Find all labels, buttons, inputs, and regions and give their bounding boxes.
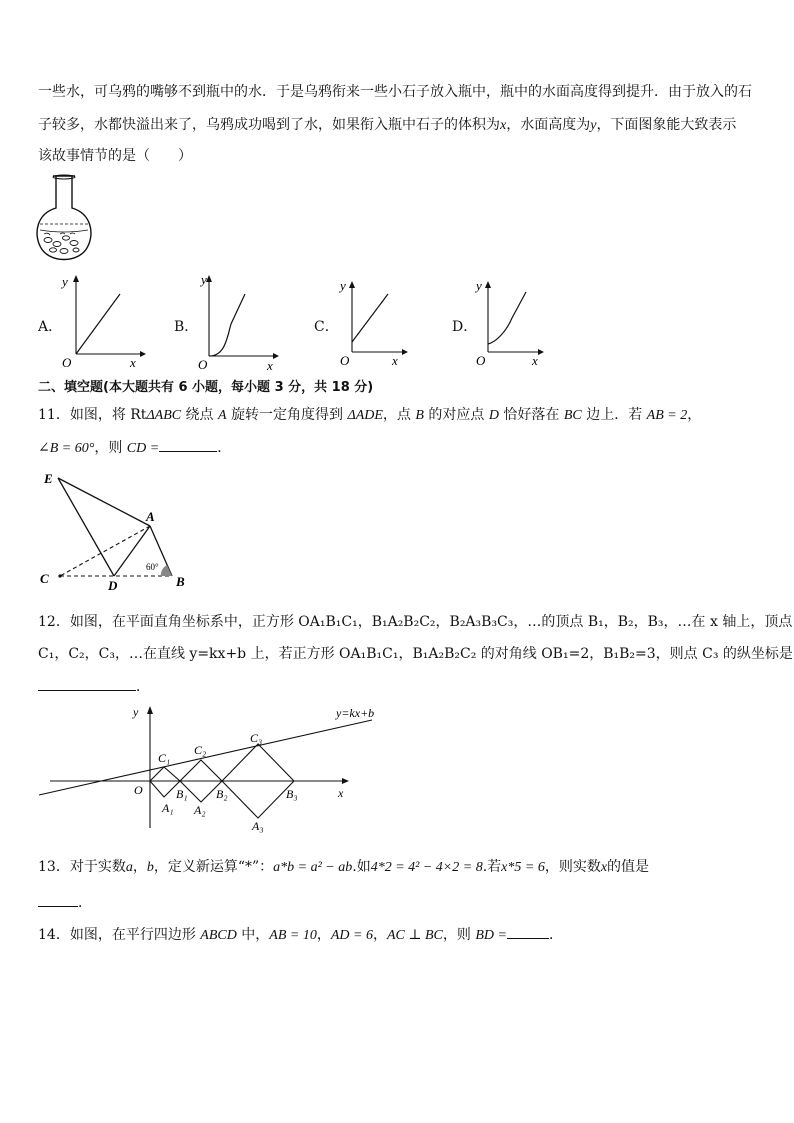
q12-line-2: C₁，C₂，C₃，…在直线 y=kx+b 上，若正方形 OA₁B₁C₁，B₁A₂B₂C₂ 的对角线 OB₁=2，B₁B₂=3，则点 C₃ 的纵坐标是 xyxy=(38,646,793,662)
q12-line-label: y=kx+b xyxy=(336,706,375,720)
q12-b2: B₂ xyxy=(216,787,228,801)
q12-a2: A₂ xyxy=(194,803,206,817)
option-c-origin: O xyxy=(340,353,350,368)
q12-c3: C₃ xyxy=(250,731,263,745)
q12-a1: A₁ xyxy=(162,801,174,815)
option-d-origin: O xyxy=(476,353,486,368)
q14-line: 14．如图，在平行四边形 ABCD 中，AB = 10，AD = 6，AC ⊥ BC，则 BD = ． xyxy=(38,924,563,946)
q12-line-3: ． xyxy=(38,676,150,697)
option-c-x-label: x xyxy=(392,353,398,368)
q13-answer-blank[interactable] xyxy=(38,892,78,907)
q11-answer-blank[interactable] xyxy=(159,437,217,452)
option-c-y-label: y xyxy=(340,278,346,293)
option-a-origin: O xyxy=(62,355,72,370)
q12-c2: C₂ xyxy=(194,743,207,757)
option-b-label: B． xyxy=(174,319,199,335)
q12-y-label: y xyxy=(133,705,139,719)
section-2-heading: 二、填空题(本大题共有 6 小题，每小题 3 分，共 18 分) xyxy=(38,380,374,395)
q12-line-1: 12．如图，在平面直角坐标系中，正方形 OA₁B₁C₁，B₁A₂B₂C₂，B₂A₃B₃C₃，…的顶点 B₁，B₂，B₃，…在 x 轴上，顶点 xyxy=(38,614,793,630)
q12-answer-blank[interactable] xyxy=(38,676,136,691)
q14-answer-blank[interactable] xyxy=(507,924,549,939)
q10-line-1: 一些水，可乌鸦的嘴够不到瓶中的水．于是乌鸦衔来一些小石子放入瓶中，瓶中的水面高度得到提升．由于放入的石 xyxy=(38,84,752,100)
q11-angle-label: 60° xyxy=(146,562,159,572)
option-a-label: A． xyxy=(38,319,63,335)
q11-label-d: D xyxy=(108,578,118,593)
option-a-x-label: x xyxy=(130,355,136,370)
q10-line-3: 该故事情节的是（ ） xyxy=(38,148,192,164)
q10-line-2: 子较多，水都快溢出来了，乌鸦成功喝到了水，如果衔入瓶中石子的体积为x，水面高度为y，下面图象能大致表示 xyxy=(38,117,737,133)
option-a-y-label: y xyxy=(62,274,68,289)
option-d-label: D． xyxy=(452,319,478,335)
option-b-graph xyxy=(197,272,281,373)
q12-x-label: x xyxy=(338,786,344,800)
q13-line-1: 13．对于实数a，b，定义新运算“*”：a*b = a² − ab.如4*2 = 4² − 4×2 = 8.若x*5 = 6，则实数x的值是 xyxy=(38,859,650,875)
q11-line-2: ∠B = 60°，则 CD = ． xyxy=(38,437,231,459)
q11-line-1: 11．如图，将 RtΔABC 绕点 A 旋转一定角度得到 ΔADE，点 B 的对应点 D 恰好落在 BC 边上．若 AB = 2， xyxy=(38,407,702,423)
option-b-x-label: x xyxy=(267,358,273,373)
q12-c1: C₁ xyxy=(158,751,171,765)
option-a-graph xyxy=(62,272,146,370)
q12-b1: B₁ xyxy=(176,787,188,801)
option-d-graph xyxy=(474,276,546,368)
option-b-y-label: y xyxy=(201,272,207,287)
option-c-graph xyxy=(336,276,410,368)
q13-line-2: ． xyxy=(38,892,92,913)
q12-origin: O xyxy=(134,783,143,797)
option-d-x-label: x xyxy=(532,353,538,368)
q11-label-a: A xyxy=(146,509,155,524)
q11-label-b: B xyxy=(176,574,185,589)
q12-b3: B₃ xyxy=(286,787,298,801)
q11-figure xyxy=(36,466,196,593)
option-c-label: C． xyxy=(314,319,339,335)
option-d-y-label: y xyxy=(476,278,482,293)
flask-figure xyxy=(34,174,94,266)
q12-a3: A₃ xyxy=(252,819,264,833)
option-b-origin: O xyxy=(198,357,208,372)
q12-figure xyxy=(36,702,396,842)
q11-label-e: E xyxy=(44,471,53,486)
q11-label-c: C xyxy=(40,571,49,586)
